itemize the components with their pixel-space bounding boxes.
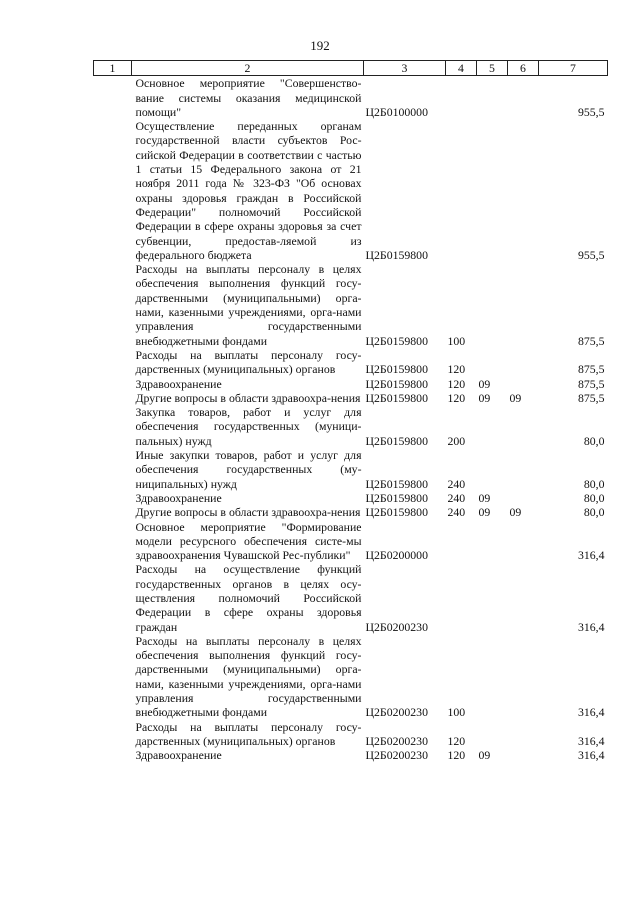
row-description: Здравоохранение (135, 490, 222, 505)
target-code: Ц2Б0200230 (365, 748, 428, 763)
table-row (94, 720, 608, 749)
blank-cell (94, 76, 132, 119)
blank-cell (94, 119, 132, 262)
table-row (94, 505, 608, 519)
target-code: Ц2Б0100000 (365, 104, 428, 119)
section-code (477, 262, 508, 348)
subsection-code (508, 720, 539, 749)
column-header-4: 4 (446, 61, 477, 76)
row-description: Другие вопросы в области здравоохра-нения (135, 390, 361, 405)
blank-cell (94, 720, 132, 749)
subsection-code: 09 (509, 390, 522, 405)
table-row (94, 119, 608, 262)
subsection-code (508, 562, 539, 633)
amount: 80,0 (583, 505, 605, 520)
target-code: Ц2Б0159800 (365, 333, 428, 348)
column-header-7: 7 (539, 61, 608, 76)
subsection-code (508, 119, 539, 262)
table-row (94, 348, 608, 377)
amount: 875,5 (577, 362, 605, 377)
table-row (94, 377, 608, 391)
target-code: Ц2Б0200000 (365, 548, 428, 563)
table-row (94, 634, 608, 720)
amount: 316,4 (577, 705, 605, 720)
section-code (477, 348, 508, 377)
row-description: Закупка товаров, работ и услуг для обеспечения государственных (муници-пальных) нужд (135, 405, 362, 448)
target-code: Ц2Б0159800 (365, 490, 428, 505)
table-row (94, 562, 608, 633)
target-code: Ц2Б0159800 (365, 376, 428, 391)
blank-cell (94, 448, 132, 491)
expense-type (446, 562, 477, 633)
subsection-code (508, 634, 539, 720)
table-row (94, 491, 608, 505)
section-code (477, 405, 508, 448)
section-code (477, 720, 508, 749)
section-code (477, 520, 508, 563)
section-code (477, 448, 508, 491)
blank-cell (94, 520, 132, 563)
section-code (477, 76, 508, 119)
subsection-code (508, 520, 539, 563)
table-row (94, 262, 608, 348)
target-code: Ц2Б0159800 (365, 505, 428, 520)
column-header-5: 5 (477, 61, 508, 76)
row-description: Расходы на выплаты персоналу госу-дарственных (муниципальных) органов (135, 719, 362, 748)
amount: 80,0 (583, 490, 605, 505)
blank-cell (94, 405, 132, 448)
expense-type: 120 (447, 748, 466, 763)
amount: 80,0 (583, 476, 605, 491)
target-code: Ц2Б0200230 (365, 619, 428, 634)
section-code (477, 119, 508, 262)
target-code: Ц2Б0200230 (365, 733, 428, 748)
section-code: 09 (478, 490, 491, 505)
blank-cell (94, 491, 132, 505)
blank-cell (94, 262, 132, 348)
section-code (477, 562, 508, 633)
target-code: Ц2Б0200230 (365, 705, 428, 720)
expense-type: 200 (447, 433, 466, 448)
expense-type: 240 (447, 476, 466, 491)
expense-type: 100 (447, 705, 466, 720)
amount: 316,4 (577, 748, 605, 763)
blank-cell (94, 391, 132, 405)
row-description: Здравоохранение (135, 376, 222, 391)
blank-cell (94, 634, 132, 720)
amount: 80,0 (583, 433, 605, 448)
subsection-code (508, 405, 539, 448)
blank-cell (94, 748, 132, 762)
subsection-code (508, 748, 539, 762)
row-description: Расходы на выплаты персоналу госу-дарственных (муниципальных) органов (135, 347, 362, 377)
amount: 955,5 (577, 104, 605, 119)
row-description: Основное мероприятие "Совершенство-вание системы оказания медицинской помощи" (135, 76, 362, 119)
table-row (94, 391, 608, 405)
subsection-code (508, 76, 539, 119)
target-code: Ц2Б0159800 (365, 362, 428, 377)
row-description: Расходы на осуществление функций государственных органов в целях осу-ществления полномочий Российской Федерации в сфере охраны здоровья граждан (135, 562, 362, 634)
section-code: 09 (478, 505, 491, 520)
expense-type: 240 (447, 505, 466, 520)
page-number: 192 (310, 38, 330, 53)
subsection-code (508, 377, 539, 391)
blank-cell (94, 348, 132, 377)
table-row (94, 448, 608, 491)
amount: 316,4 (577, 548, 605, 563)
column-header-6: 6 (508, 61, 539, 76)
expense-type: 240 (447, 490, 466, 505)
table-row (94, 520, 608, 563)
blank-cell (94, 505, 132, 519)
row-description: Основное мероприятие "Формирование модели ресурсного обеспечения систе-мы здравоохранения Чувашской Рес-публики" (135, 519, 362, 563)
column-header-3: 3 (364, 61, 446, 76)
table-body (94, 76, 608, 763)
row-description: Расходы на выплаты персоналу в целях обеспечения выполнения функций госу-дарственными (муниципальными) орга-нами, казенными учреждениями, орга-нами управления государственными внебюджетными фондами (135, 633, 362, 720)
budget-table (93, 60, 608, 763)
column-header-2: 2 (132, 61, 364, 76)
blank-cell (94, 562, 132, 633)
expense-type: 120 (447, 362, 466, 377)
expense-type: 120 (447, 390, 466, 405)
expense-type (446, 119, 477, 262)
table-row (94, 405, 608, 448)
row-description: Здравоохранение (135, 748, 222, 763)
amount: 875,5 (577, 376, 605, 391)
section-code (477, 634, 508, 720)
table-row (94, 748, 608, 762)
target-code: Ц2Б0159800 (365, 390, 428, 405)
subsection-code (508, 348, 539, 377)
amount: 955,5 (577, 247, 605, 262)
row-description: Расходы на выплаты персоналу в целях обеспечения выполнения функций госу-дарственными (муниципальными) орга-нами, казенными учреждениями, орга-нами управления государственными внебюджетными фондами (135, 262, 362, 348)
table-header-row (94, 61, 608, 76)
amount: 875,5 (577, 390, 605, 405)
row-description: Иные закупки товаров, работ и услуг для обеспечения государственных (му-ниципальных) нужд (135, 448, 362, 491)
target-code: Ц2Б0159800 (365, 433, 428, 448)
blank-cell (94, 377, 132, 391)
row-description: Другие вопросы в области здравоохра-нения (135, 505, 361, 520)
amount: 875,5 (577, 333, 605, 348)
subsection-code: 09 (509, 505, 522, 520)
expense-type: 120 (447, 376, 466, 391)
amount: 316,4 (577, 733, 605, 748)
expense-type: 100 (447, 333, 466, 348)
section-code: 09 (478, 390, 491, 405)
target-code: Ц2Б0159800 (365, 476, 428, 491)
section-code: 09 (478, 376, 491, 391)
expense-type: 120 (447, 733, 466, 748)
expense-type (446, 520, 477, 563)
row-description: Осуществление переданных органам государственной власти субъектов Рос-сийской Федерации в соответствии с частью 1 статьи 15 Федерального закона от 21 ноября 2011 года № 323-ФЗ "Об основах охраны здоровья граждан в Российской Федерации" полномочий Российской Федерации в сфере охраны здоровья за счет субвенции, предостав-ляемой из федерального бюджета (135, 119, 362, 262)
section-code: 09 (478, 748, 491, 763)
expense-type (446, 76, 477, 119)
table-row (94, 76, 608, 119)
subsection-code (508, 491, 539, 505)
subsection-code (508, 448, 539, 491)
column-header-1: 1 (94, 61, 132, 76)
subsection-code (508, 262, 539, 348)
amount: 316,4 (577, 619, 605, 634)
target-code: Ц2Б0159800 (365, 247, 428, 262)
